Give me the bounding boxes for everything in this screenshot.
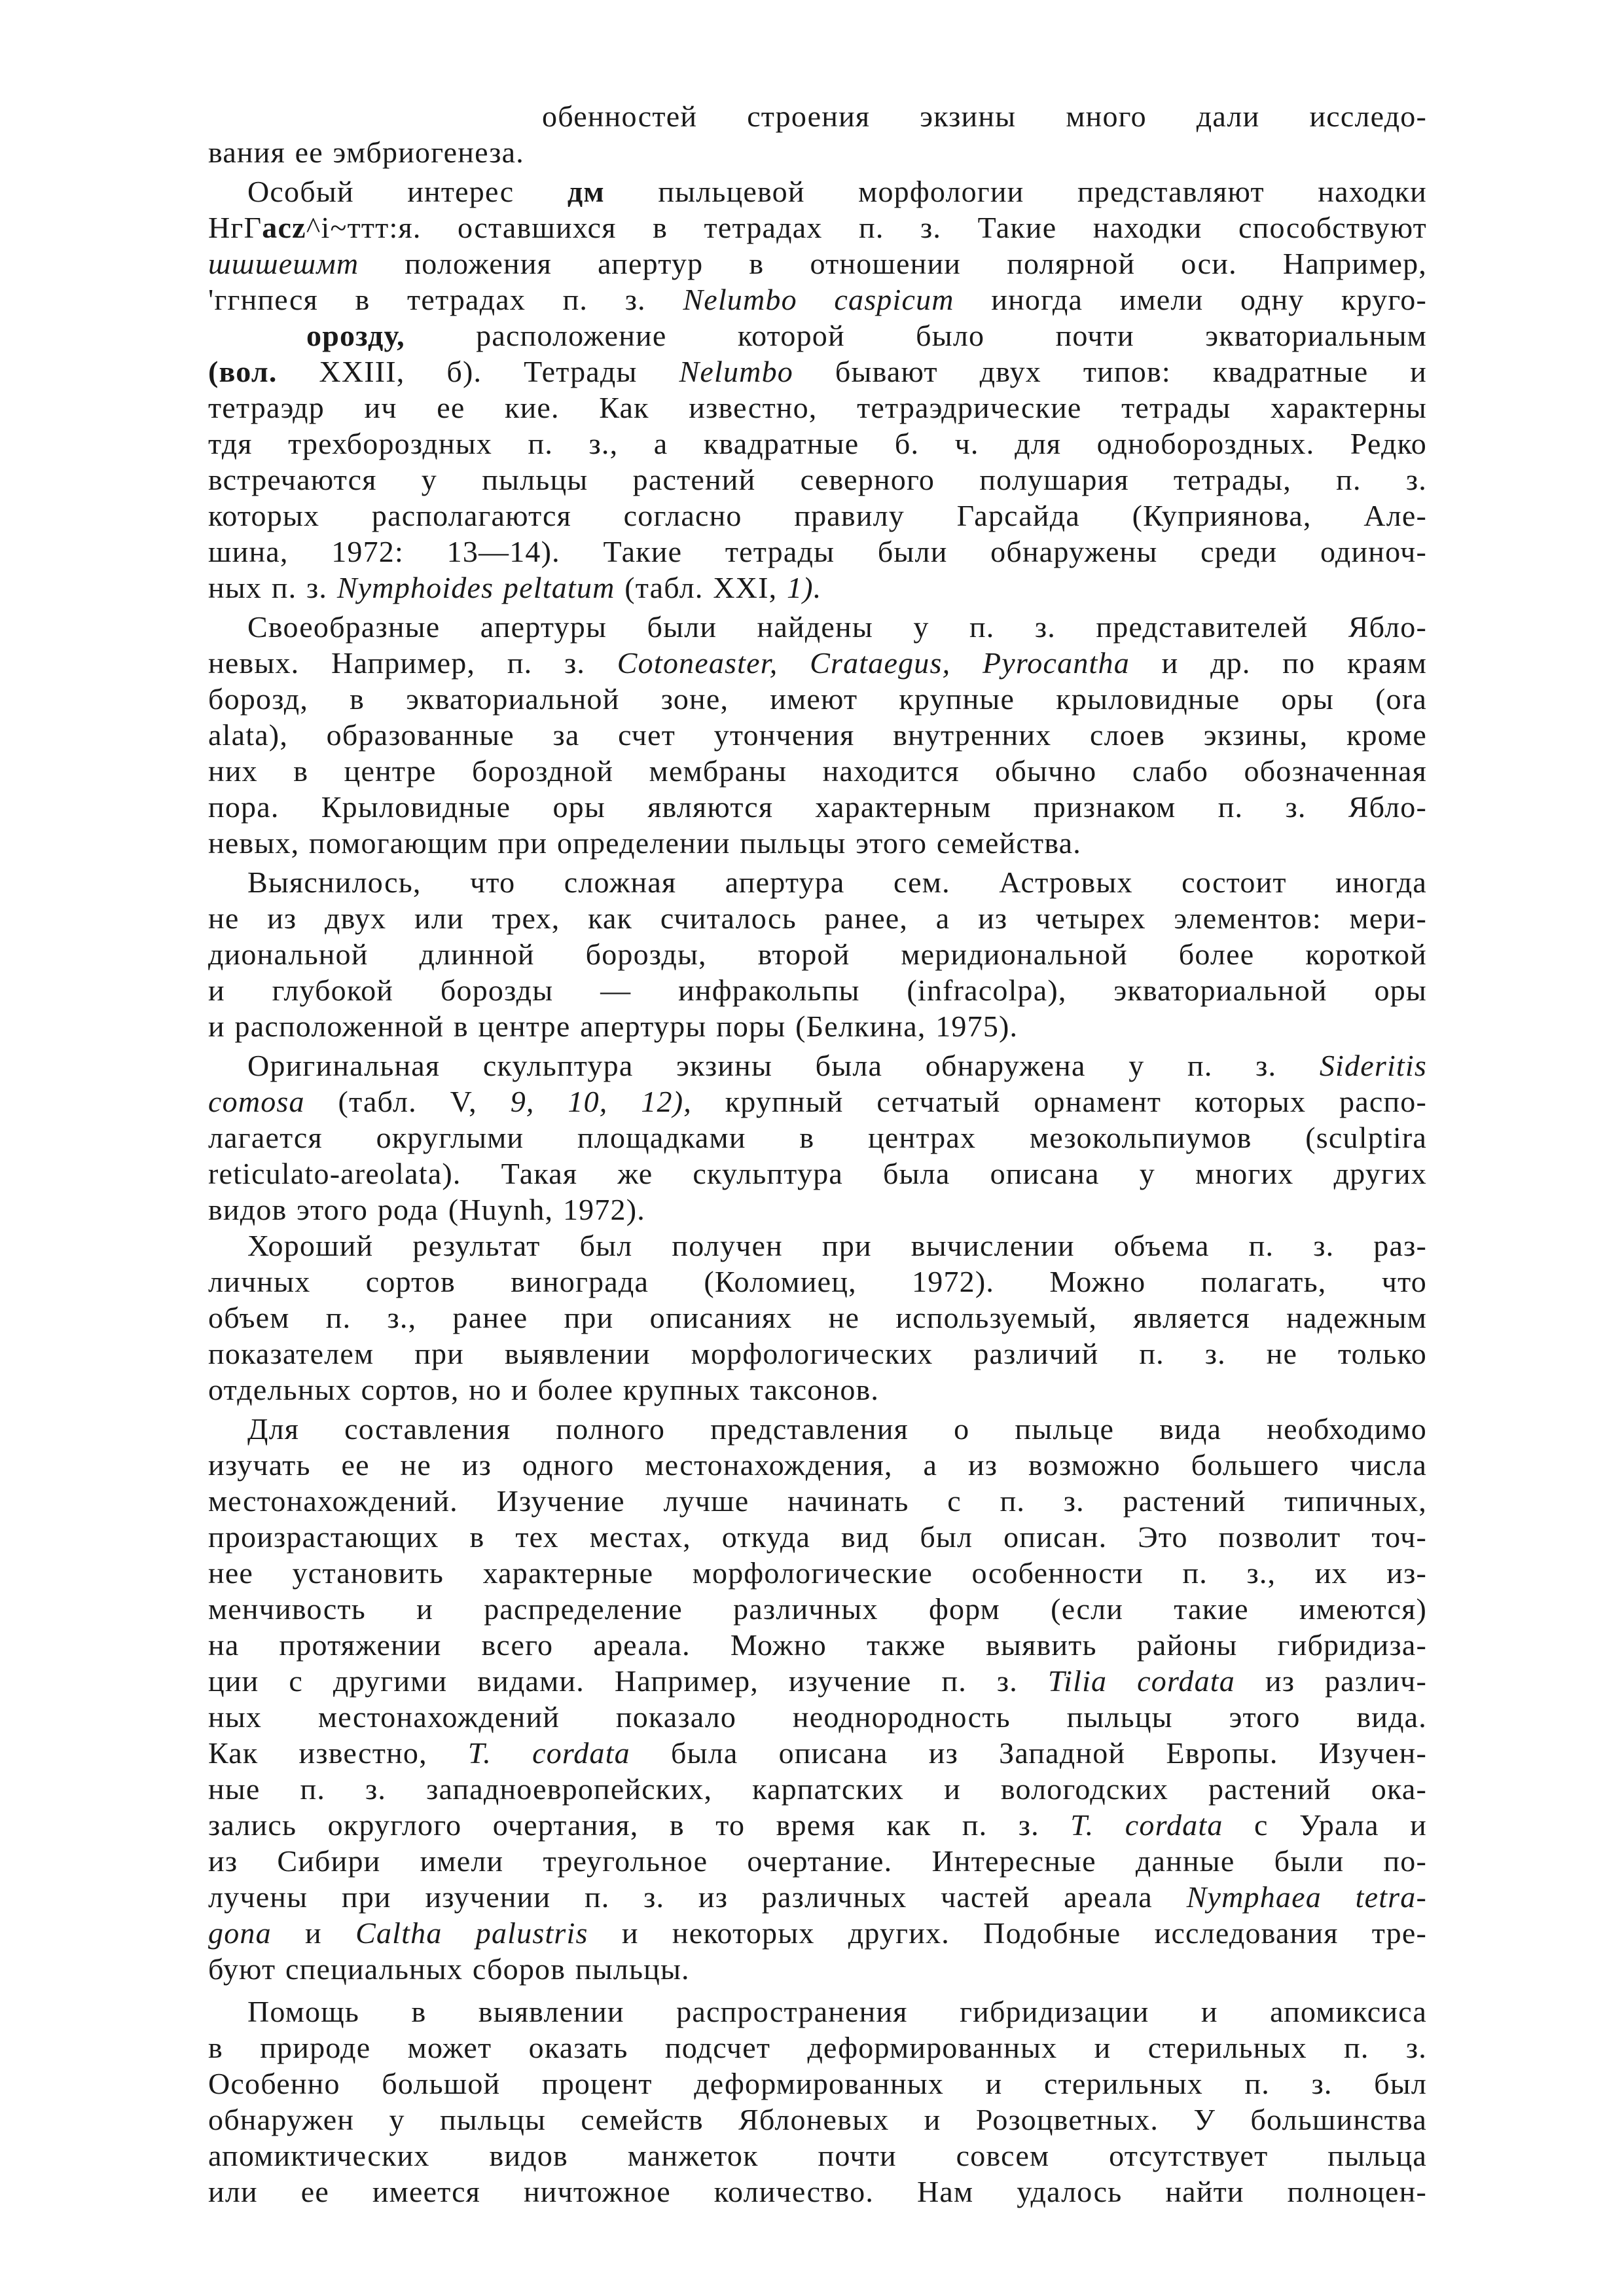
text-run: личных сортов винограда (Коломиец, 1972). Можно полагать, что [208,1265,1427,1298]
text-line [208,426,1427,462]
text-line [208,681,1427,718]
text-run: Хороший результат был получен при вычислении объема п. з. раз- [247,1229,1427,1262]
text-line [208,1807,1427,1844]
text-run: или ее имеется ничтожное количество. Нам удалось найти полноцен- [208,2175,1427,2208]
text-run: не из двух или трех, как считалось ранее, а из четырех элементов: мери- [208,902,1427,935]
text-line [208,1084,1427,1120]
text-line [208,1915,1427,1952]
text-line [208,1264,1427,1300]
text-run: ^i~ттт:я. оставшихся в тетрадах п. з. Такие находки способствуют [306,211,1427,244]
text-run: из различ- [1235,1664,1427,1698]
text-line [208,753,1427,790]
text-run: Для составления полного представления о пыльце вида необходимо [247,1412,1427,1446]
italic-term: Nelumbo [679,355,793,388]
italic-term: Nymphoides peltatum [336,571,615,604]
text-line [208,134,1427,171]
text-line [247,173,1427,210]
text-line [247,609,1427,646]
text-run: изучать ее не из одного местонахождения, а из возможно большего числа [208,1448,1427,1482]
italic-term: Sideritis [1319,1049,1427,1082]
text-line [208,2174,1427,2210]
text-run: положения апертур в отношении полярной оси. Например, [359,247,1427,280]
text-run: отдельных сортов, но и более крупных таксонов. [208,1373,880,1406]
text-run: шина, 1972: 13—14). Такие тетрады были обнаружены среди одиноч- [208,535,1427,568]
text-line [208,1447,1427,1484]
text-run: НгГ [208,211,262,244]
text-run: апомиктических видов манжеток почти совсем отсутствует пыльца [208,2139,1427,2172]
italic-term: Cotoneaster, Crataegus, Pyrocantha [617,646,1130,680]
text-run: крупный сетчатый орнамент которых распо- [691,1085,1427,1118]
text-run: ных местонахождений показало неоднородность пыльцы этого вида. [208,1700,1427,1734]
text-run: Особый интерес [247,175,568,208]
text-run: и глубокой борозды — инфракольпы (infracolpa), экваториальной оры [208,974,1427,1007]
text-line [247,1228,1427,1264]
text-run: которых располагаются согласно правилу Гарсайда (Куприянова, Але- [208,499,1427,532]
text-line [208,645,1427,682]
text-run: иногда имели одну круго- [954,283,1427,316]
text-line [208,282,1427,318]
italic-term: Nymphaea tetra- [1186,1880,1427,1914]
text-line [208,534,1427,570]
text-line [247,1994,1427,2030]
text-line [247,1048,1427,1084]
text-line [208,825,1427,862]
text-line [208,789,1427,826]
text-run: из Сибири имели треугольное очертание. Интересные данные были по- [208,1844,1427,1878]
text-line [208,717,1427,754]
italic-term: Caltha palustris [355,1916,588,1950]
text-run: буют специальных сборов пыльцы. [208,1952,690,1986]
text-run: показателем при выявлении морфологических различий п. з. не только [208,1337,1427,1370]
text-line [208,1591,1427,1628]
text-run: пыльцевой морфологии представляют находки [604,175,1427,208]
text-run: и некоторых других. Подобные исследования тре- [588,1916,1427,1950]
bold-term: орозду, [306,319,405,352]
text-run: них в центре бороздной мембраны находится обычно слабо обозначенная [208,754,1427,788]
italic-term: 1). [787,571,822,604]
text-run: в природе может оказать подсчет деформированных и стерильных п. з. [208,2031,1427,2064]
text-line [208,1843,1427,1880]
italic-term: шшшешмт [208,247,359,280]
text-line [208,2102,1427,2138]
bold-term: дм [567,175,605,208]
text-run: обенностей строения экзины много дали исследо- [542,100,1427,133]
text-line [208,1336,1427,1372]
text-run: лучены при изучении п. з. из различных частей ареала [208,1880,1187,1914]
text-line [208,1519,1427,1556]
text-run: тдя трехбороздных п. з., а квадратные б. ч. для однобороздных. Редко [208,427,1427,460]
italic-term: gona [208,1916,272,1950]
text-run: 'ггнпеся в тетрадах п. з. [208,283,683,316]
text-run: зались округлого очертания, в то время как п. з. [208,1808,1071,1842]
text-run: Помощь в выявлении распространения гибридизации и апомиксиса [247,1995,1427,2028]
text-run: Особенно большой процент деформированных и стерильных п. з. был [208,2067,1427,2100]
text-line [208,2066,1427,2102]
text-line [208,1951,1427,1988]
italic-term: T. cordata [467,1736,630,1770]
bold-term: (вол. [208,355,278,388]
text-run: ных п. з. [208,571,337,604]
text-run: ные п. з. западноевропейских, карпатских и вологодских растений ока- [208,1772,1427,1806]
text-run: диональной длинной борозды, второй меридиональной более короткой [208,938,1427,971]
text-run: местонахождений. Изучение лучше начинать с п. з. растений типичных, [208,1484,1427,1518]
text-line [208,1555,1427,1592]
text-run: лагается округлыми площадками в центрах мезокольпиумов (sculptira [208,1121,1427,1154]
text-line [208,1771,1427,1808]
text-line [208,972,1427,1009]
text-run: менчивость и распределение различных форм (если такие имеются) [208,1592,1427,1626]
text-run: произрастающих в тех местах, откуда вид был описан. Это позволит точ- [208,1520,1427,1554]
text-run: нее установить характерные морфологические особенности п. з., их из- [208,1556,1427,1590]
text-line [208,354,1427,390]
text-line [306,318,1427,354]
text-run: (табл. XXI, [615,571,787,604]
text-line [208,1699,1427,1736]
text-run: бывают двух типов: квадратные и [793,355,1427,388]
text-line [208,390,1427,426]
text-run: на протяжении всего ареала. Можно также выявить районы гибридиза- [208,1628,1427,1662]
text-line [208,1627,1427,1664]
text-run: Своеобразные апертуры были найдены у п. з. представителей Ябло- [247,610,1427,644]
text-run: борозд, в экваториальной зоне, имеют крупные крыловидные оры (ora [208,682,1427,716]
text-line [208,1879,1427,1916]
text-run: встречаются у пыльцы растений северного полушария тетрады, п. з. [208,463,1427,496]
text-run: вания ее эмбриогенеза. [208,136,524,169]
text-run: Оригинальная скульптура экзины была обнаружена у п. з. [247,1049,1320,1082]
text-line [542,98,1427,135]
text-run: и др. по краям [1129,646,1428,680]
text-run: alata), образованные за счет утончения внутренних слоев экзины, кроме [208,718,1427,752]
text-run: ции с другими видами. Например, изучение п. з. [208,1664,1048,1698]
text-run: видов этого рода (Huynh, 1972). [208,1193,645,1226]
text-run: XXIII, б). Тетрады [277,355,679,388]
text-run: (табл. V, [304,1085,511,1118]
text-line [208,900,1427,937]
text-run: Как известно, [208,1736,468,1770]
text-line [208,1372,1427,1408]
text-line [208,2030,1427,2066]
text-run: и [271,1916,356,1950]
text-line [208,2138,1427,2174]
text-line [208,498,1427,534]
text-run: с Урала и [1223,1808,1428,1842]
text-line [208,1192,1427,1228]
text-line [208,462,1427,498]
text-run: reticulato-areolata). Такая же скульптура была описана у многих других [208,1157,1427,1190]
italic-term: Tilia cordata [1047,1664,1235,1698]
text-line [208,1735,1427,1772]
text-run: была описана из Западной Европы. Изучен- [630,1736,1427,1770]
text-line [208,1483,1427,1520]
text-line [208,1156,1427,1192]
bold-term: acz [262,211,306,244]
text-run: невых. Например, п. з. [208,646,617,680]
italic-term: T. cordata [1070,1808,1223,1842]
text-line [208,1120,1427,1156]
text-run: пора. Крыловидные оры являются характерным признаком п. з. Ябло- [208,790,1427,824]
text-line [208,1663,1427,1700]
text-line [208,1008,1427,1045]
italic-term: 9, 10, 12), [510,1085,692,1118]
text-line [208,936,1427,973]
text-run: Выяснилось, что сложная апертура сем. Астровых состоит иногда [247,866,1427,899]
text-run: объем п. з., ранее при описаниях не используемый, является надежным [208,1301,1427,1334]
text-run: расположение которой было почти экваториальным [405,319,1427,352]
italic-term: comosa [208,1085,305,1118]
text-line [208,210,1427,246]
text-line [208,570,1427,606]
text-run: обнаружен у пыльцы семейств Яблоневых и Розоцветных. У большинства [208,2103,1427,2136]
text-line [208,246,1427,282]
italic-term: Nelumbo caspicum [683,283,954,316]
text-run: и расположенной в центре апертуры поры (Белкина, 1975). [208,1010,1019,1043]
text-run: тетраэдр ич ее кие. Как известно, тетраэдрические тетрады характерны [208,391,1427,424]
text-line [208,1300,1427,1336]
text-line [247,1411,1427,1448]
text-line [247,864,1427,901]
text-run: невых, помогающим при определении пыльцы этого семейства. [208,826,1081,860]
